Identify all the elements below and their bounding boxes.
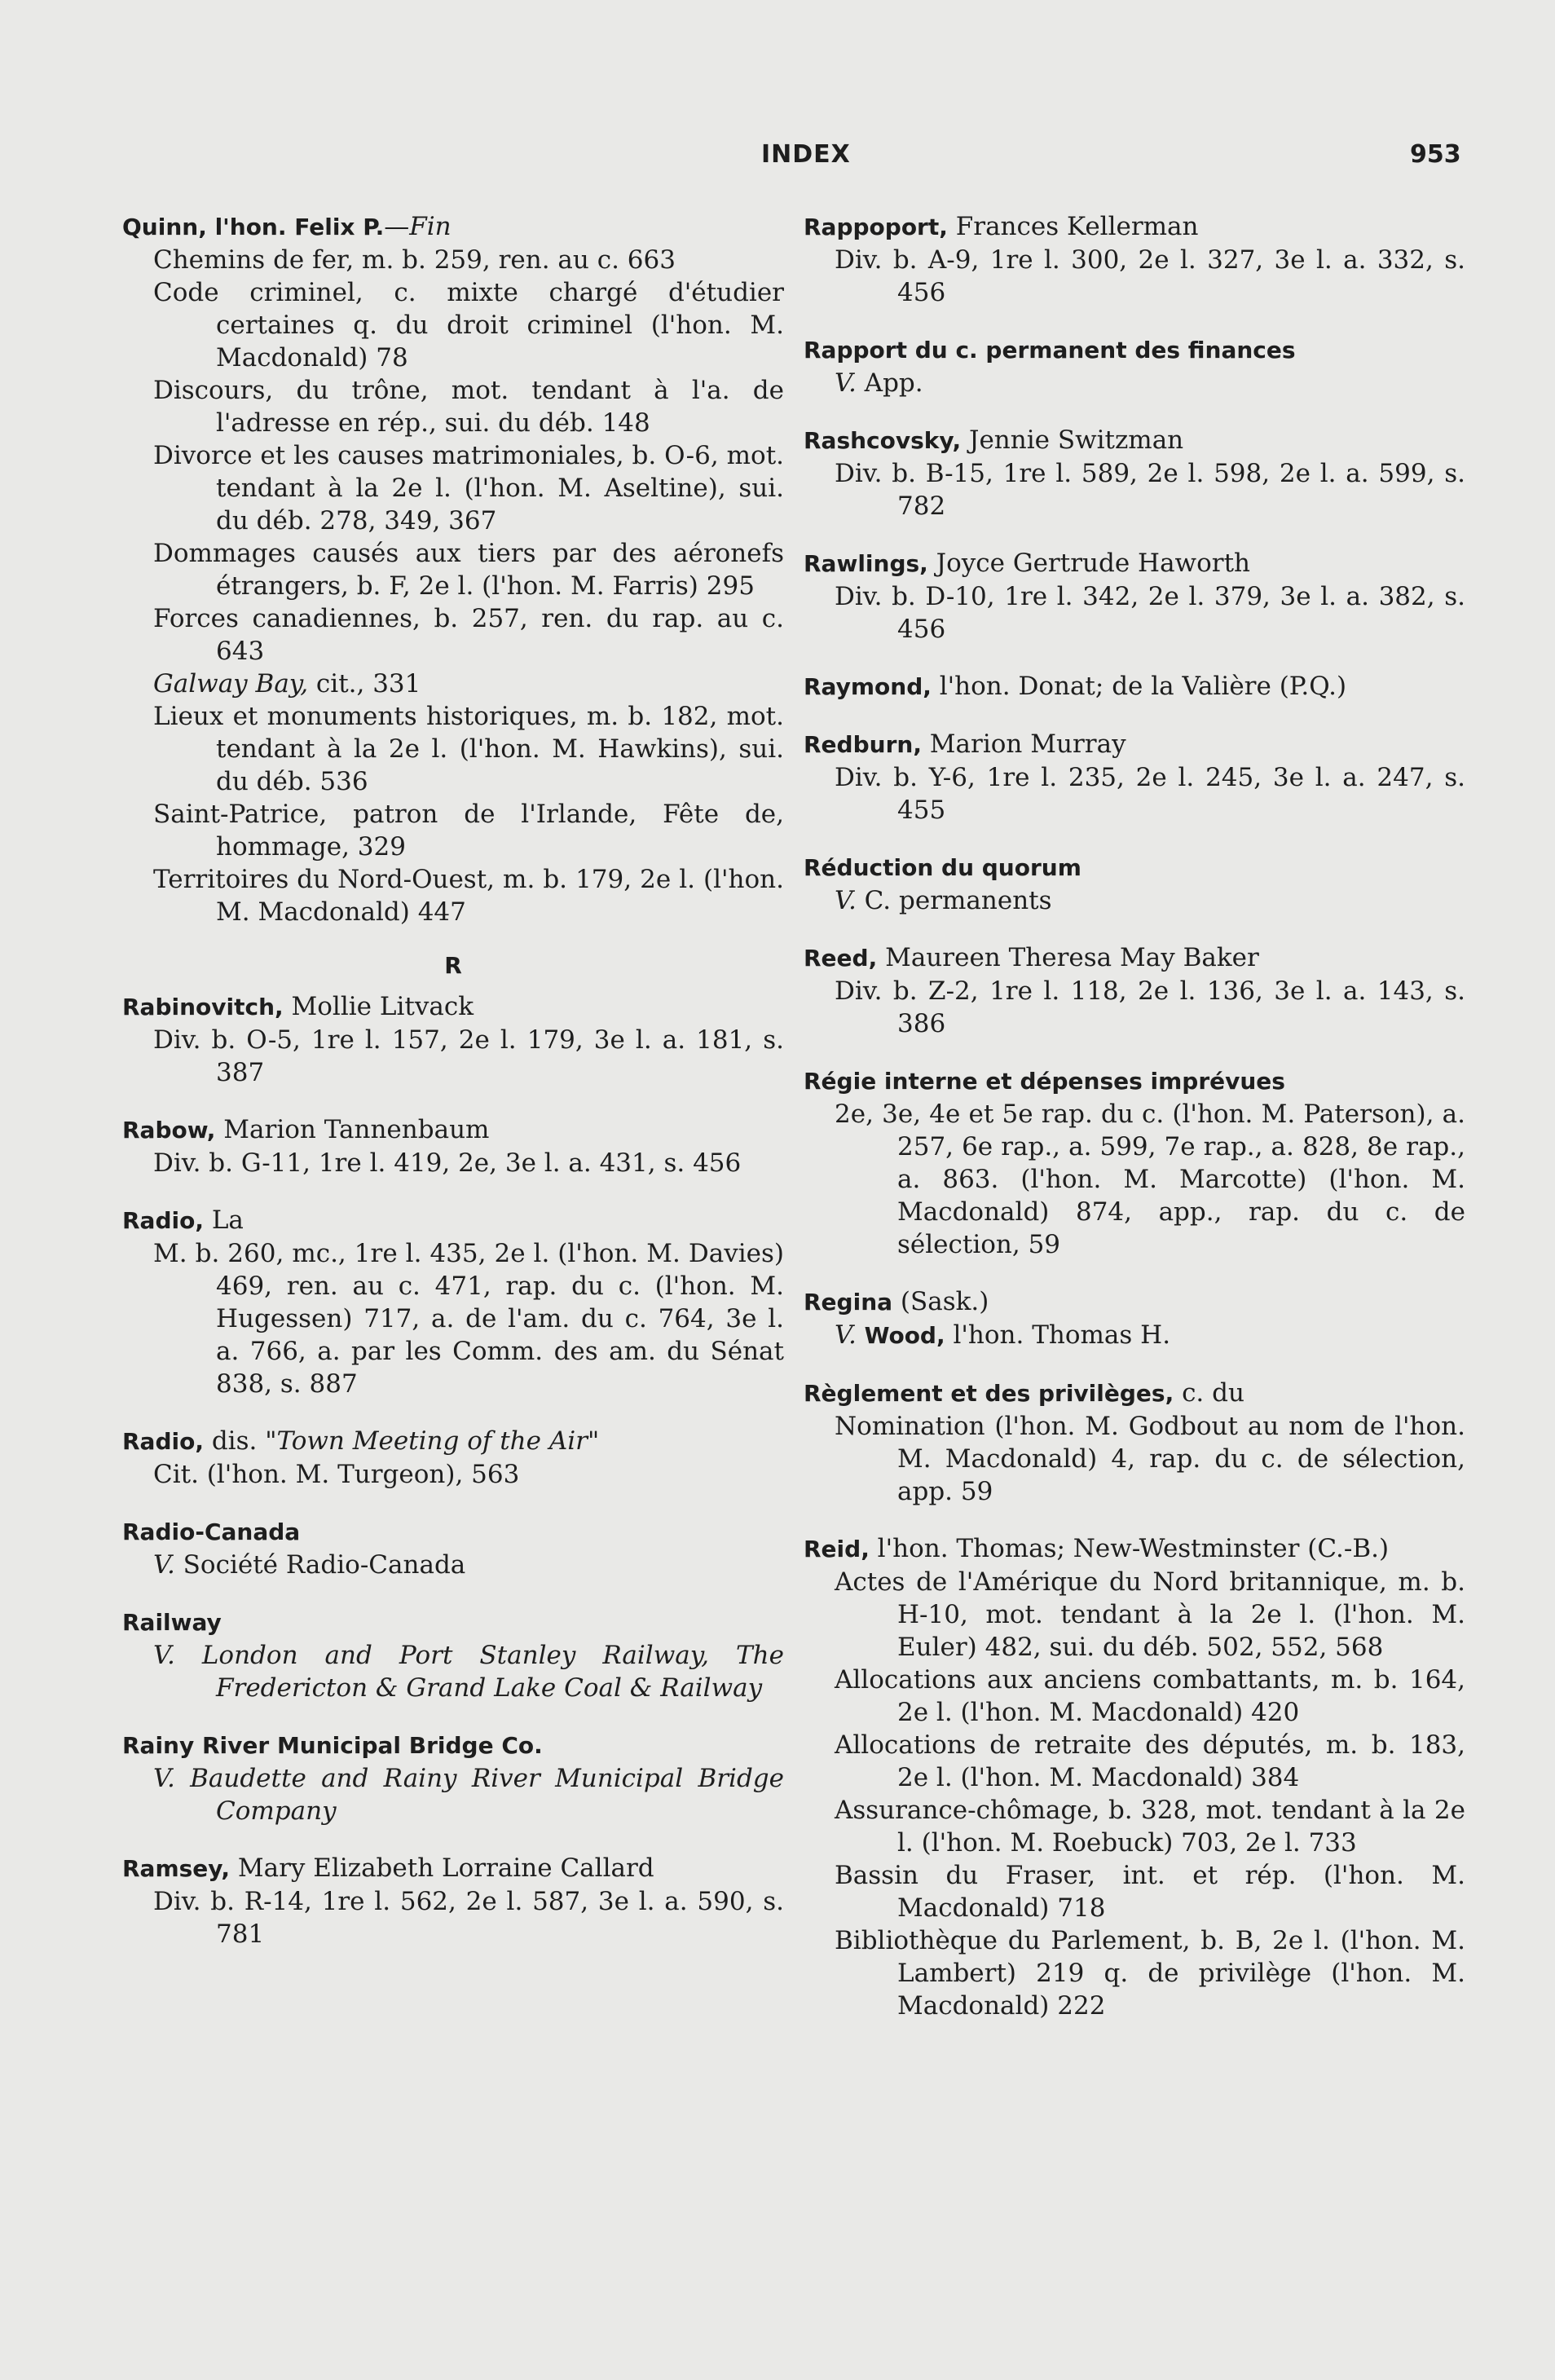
headword: Régie interne et dépenses imprévues	[804, 1068, 1285, 1095]
subentry: Div. b. O-5, 1re l. 157, 2e l. 179, 3e l. a. 181, s. 387	[153, 1025, 784, 1087]
subentry: Territoires du Nord-Ouest, m. b. 179, 2e l. (l'hon. M. Macdonald) 447	[153, 865, 784, 927]
voir-label: V.	[835, 1320, 857, 1350]
subentry: Bassin du Fraser, int. et rép. (l'hon. M. Macdonald) 718	[835, 1861, 1465, 1923]
headword: Quinn, l'hon. Felix P.	[122, 214, 385, 240]
entry-heading	[804, 851, 1465, 884]
entry-rashcovsky	[804, 424, 1465, 522]
subentry: Allocations de retraite des députés, m. b. 183, 2e l. (l'hon. M. Macdonald) 384	[835, 1730, 1465, 1792]
headword: Radio,	[122, 1428, 204, 1455]
subentry: Saint-Patrice, patron de l'Irlande, Fête de, hommage, 329	[153, 800, 784, 862]
headword: Regina	[804, 1289, 893, 1316]
running-title: INDEX	[761, 140, 851, 169]
entry-regie	[804, 1064, 1465, 1261]
entry-radio-la	[122, 1204, 784, 1400]
subentry: Code criminel, c. mixte chargé d'étudier certaines q. du droit criminel (l'hon. M. Macdonald) 78	[153, 278, 784, 372]
entry-heading	[804, 728, 1465, 761]
subentry-text: cit., 331	[308, 669, 421, 699]
heading-text: Joyce Gertrude Haworth	[927, 549, 1250, 578]
cross-reference-text: l'hon. Thomas H.	[945, 1320, 1171, 1350]
subentry: Cit. (l'hon. M. Turgeon), 563	[153, 1460, 520, 1489]
subentry: M. b. 260, mc., 1re l. 435, 2e l. (l'hon. M. Davies) 469, ren. au c. 471, rap. du c. (l'hon. M. Hugessen) 717, a. de l'am. du c. 764, 3e l. a. 766, a. par les Comm. des am. du Sénat 838, s. 887	[153, 1239, 784, 1399]
subentry: Chemins de fer, m. b. 259, ren. au c. 663	[153, 245, 676, 275]
headword: Rappoport,	[804, 214, 948, 240]
heading-text: (Sask.)	[892, 1287, 989, 1316]
cited-title: "Town Meeting of the Air"	[265, 1426, 600, 1456]
entry-heading	[122, 1113, 784, 1147]
heading-text: Marion Tannenbaum	[215, 1115, 490, 1144]
subentry: Assurance-chômage, b. 328, mot. tendant à la 2e l. (l'hon. M. Roebuck) 703, 2e l. 733	[835, 1796, 1465, 1858]
voir-label: V.	[835, 368, 857, 398]
entry-redburn	[804, 728, 1465, 826]
subentry: Div. b. D-10, 1re l. 342, 2e l. 379, 3e l. a. 382, s. 456	[835, 582, 1465, 644]
entry-heading	[804, 941, 1465, 975]
subentry-galway	[122, 668, 784, 700]
subentry: Bibliothèque du Parlement, b. B, 2e l. (l'hon. M. Lambert) 219 q. de privilège (l'hon. M. Macdonald) 222	[835, 1926, 1465, 2021]
entry-heading	[804, 1377, 1465, 1410]
entry-rainy-river	[122, 1729, 784, 1827]
entry-heading	[804, 1064, 1465, 1098]
entry-rabinovitch	[122, 990, 784, 1089]
heading-text: dis.	[203, 1426, 266, 1456]
entry-heading	[804, 424, 1465, 457]
voir-label: V.	[153, 1641, 175, 1670]
entry-quinn	[122, 210, 784, 928]
heading-text: l'hon. Thomas; New-Westminster (C.-B.)	[869, 1534, 1390, 1563]
entry-rappoport	[804, 210, 1465, 309]
headword: Rapport du c. permanent des finances	[804, 337, 1296, 364]
dash: —	[384, 212, 410, 241]
entry-railway	[122, 1606, 784, 1704]
heading-text: c. du	[1174, 1378, 1244, 1408]
subentry: 2e, 3e, 4e et 5e rap. du c. (l'hon. M. Paterson), a. 257, 6e rap., a. 599, 7e rap., a. 828, 8e rap., a. 863. (l'hon. M. Marcotte) (l'hon. M. Macdonald) 874, app., rap. du c. de sélection, 59	[835, 1100, 1465, 1259]
cited-title: Galway Bay,	[153, 669, 309, 699]
headword: Ramsey,	[122, 1855, 231, 1882]
subentry: Div. b. Y-6, 1re l. 235, 2e l. 245, 3e l. a. 247, s. 455	[835, 763, 1465, 825]
entry-reid	[804, 1532, 1465, 2022]
headword: Réduction du quorum	[804, 854, 1081, 881]
heading-text: Mollie Litvack	[283, 992, 474, 1021]
subentry: Div. b. Z-2, 1re l. 118, 2e l. 136, 3e l. a. 143, s. 386	[835, 976, 1465, 1038]
right-column	[804, 210, 1465, 2022]
subentry: Lieux et monuments historiques, m. b. 182, mot. tendant à la 2e l. (l'hon. M. Hawkins), sui. du déb. 536	[153, 702, 784, 796]
page-number: 953	[1410, 140, 1461, 169]
entry-heading	[122, 1852, 784, 1885]
entry-heading	[122, 1606, 784, 1639]
entry-rawlings	[804, 547, 1465, 646]
entry-reglement	[804, 1377, 1465, 1508]
left-column	[122, 210, 784, 1950]
entry-reed	[804, 941, 1465, 1040]
entry-raymond	[804, 670, 1465, 703]
headword: Rawlings,	[804, 550, 928, 577]
entry-ramsey	[122, 1852, 784, 1950]
subentry: Actes de l'Amérique du Nord britannique, m. b. H-10, mot. tendant à la 2e l. (l'hon. M. Euler) 482, sui. du déb. 502, 552, 568	[835, 1567, 1465, 1662]
subentry: Divorce et les causes matrimoniales, b. O-6, mot. tendant à la 2e l. (l'hon. M. Aseltine), sui. du déb. 278, 349, 367	[153, 441, 784, 536]
headword: Redburn,	[804, 731, 922, 758]
cross-reference-text: App.	[856, 368, 923, 398]
headword: Règlement et des privilèges,	[804, 1380, 1174, 1407]
cross-reference	[804, 884, 1465, 917]
cross-reference	[122, 1639, 784, 1704]
headword: Rabinovitch,	[122, 994, 284, 1020]
entry-regina	[804, 1285, 1465, 1352]
entry-heading	[122, 1515, 784, 1549]
subentry: Forces canadiennes, b. 257, ren. du rap. au c. 643	[153, 604, 784, 666]
subentry: Discours, du trône, mot. tendant à l'a. de l'adresse en rép., sui. du déb. 148	[153, 376, 784, 438]
headword: Rashcovsky,	[804, 427, 962, 454]
headword: Reid,	[804, 1536, 870, 1562]
cross-reference	[804, 367, 1465, 399]
entry-heading	[122, 210, 784, 244]
cross-reference-name: Wood,	[856, 1322, 945, 1349]
subentry: Div. b. R-14, 1re l. 562, 2e l. 587, 3e l. a. 590, s. 781	[153, 1887, 784, 1949]
continuation-label: Fin	[409, 212, 452, 241]
cross-reference	[122, 1762, 784, 1827]
entry-heading	[122, 1204, 784, 1237]
section-letter: R	[444, 952, 462, 979]
subentry: Dommages causés aux tiers par des aéronefs étrangers, b. F, 2e l. (l'hon. M. Farris) 295	[153, 539, 784, 601]
entry-heading	[804, 210, 1465, 244]
entry-heading	[804, 547, 1465, 580]
entry-heading	[804, 1532, 1465, 1566]
headword: Rainy River Municipal Bridge Co.	[122, 1732, 543, 1759]
heading-text: Mary Elizabeth Lorraine Callard	[230, 1853, 654, 1883]
cross-reference	[122, 1549, 784, 1581]
voir-label: V.	[153, 1550, 175, 1580]
entry-heading	[122, 1729, 784, 1762]
entry-reduction	[804, 851, 1465, 917]
cross-reference-text: Société Radio-Canada	[174, 1550, 466, 1580]
subentry: Div. b. G-11, 1re l. 419, 2e, 3e l. a. 431, s. 456	[153, 1148, 742, 1178]
entry-radio-dis	[122, 1425, 784, 1491]
heading-text: Maureen Theresa May Baker	[877, 943, 1259, 972]
cross-reference-text: Baudette and Rainy River Municipal Bridge Company	[174, 1764, 784, 1826]
entry-radio-canada	[122, 1515, 784, 1581]
voir-label: V.	[153, 1764, 175, 1793]
entry-rabow	[122, 1113, 784, 1179]
heading-text: Frances Kellerman	[947, 212, 1199, 241]
cross-reference-text: C. permanents	[856, 886, 1052, 915]
subentry: Div. b. B-15, 1re l. 589, 2e l. 598, 2e l. a. 599, s. 782	[835, 459, 1465, 521]
subentry: Nomination (l'hon. M. Godbout au nom de l'hon. M. Macdonald) 4, rap. du c. de sélection, app. 59	[835, 1412, 1465, 1506]
heading-text: l'hon. Donat; de la Valière (P.Q.)	[931, 672, 1347, 701]
entry-heading	[804, 1285, 1465, 1319]
headword: Radio,	[122, 1207, 204, 1234]
entry-rapport	[804, 333, 1465, 399]
heading-text: La	[203, 1205, 244, 1235]
entry-heading	[804, 670, 1465, 703]
voir-label: V.	[835, 886, 857, 915]
headword: Radio-Canada	[122, 1518, 301, 1545]
entry-heading	[122, 1425, 784, 1458]
headword: Railway	[122, 1609, 222, 1636]
heading-text: Marion Murray	[921, 729, 1126, 759]
headword: Rabow,	[122, 1117, 216, 1144]
running-head	[0, 140, 1555, 181]
cross-reference	[804, 1319, 1465, 1352]
headword: Raymond,	[804, 673, 932, 700]
cross-reference-text: London and Port Stanley Railway, The Fredericton & Grand Lake Coal & Railway	[174, 1641, 784, 1703]
entry-heading	[122, 990, 784, 1024]
subentry: Div. b. A-9, 1re l. 300, 2e l. 327, 3e l. a. 332, s. 456	[835, 245, 1465, 307]
heading-text: Jennie Switzman	[961, 425, 1184, 455]
headword: Reed,	[804, 945, 878, 972]
subentry: Allocations aux anciens combattants, m. b. 164, 2e l. (l'hon. M. Macdonald) 420	[835, 1665, 1465, 1727]
entry-heading	[804, 333, 1465, 367]
